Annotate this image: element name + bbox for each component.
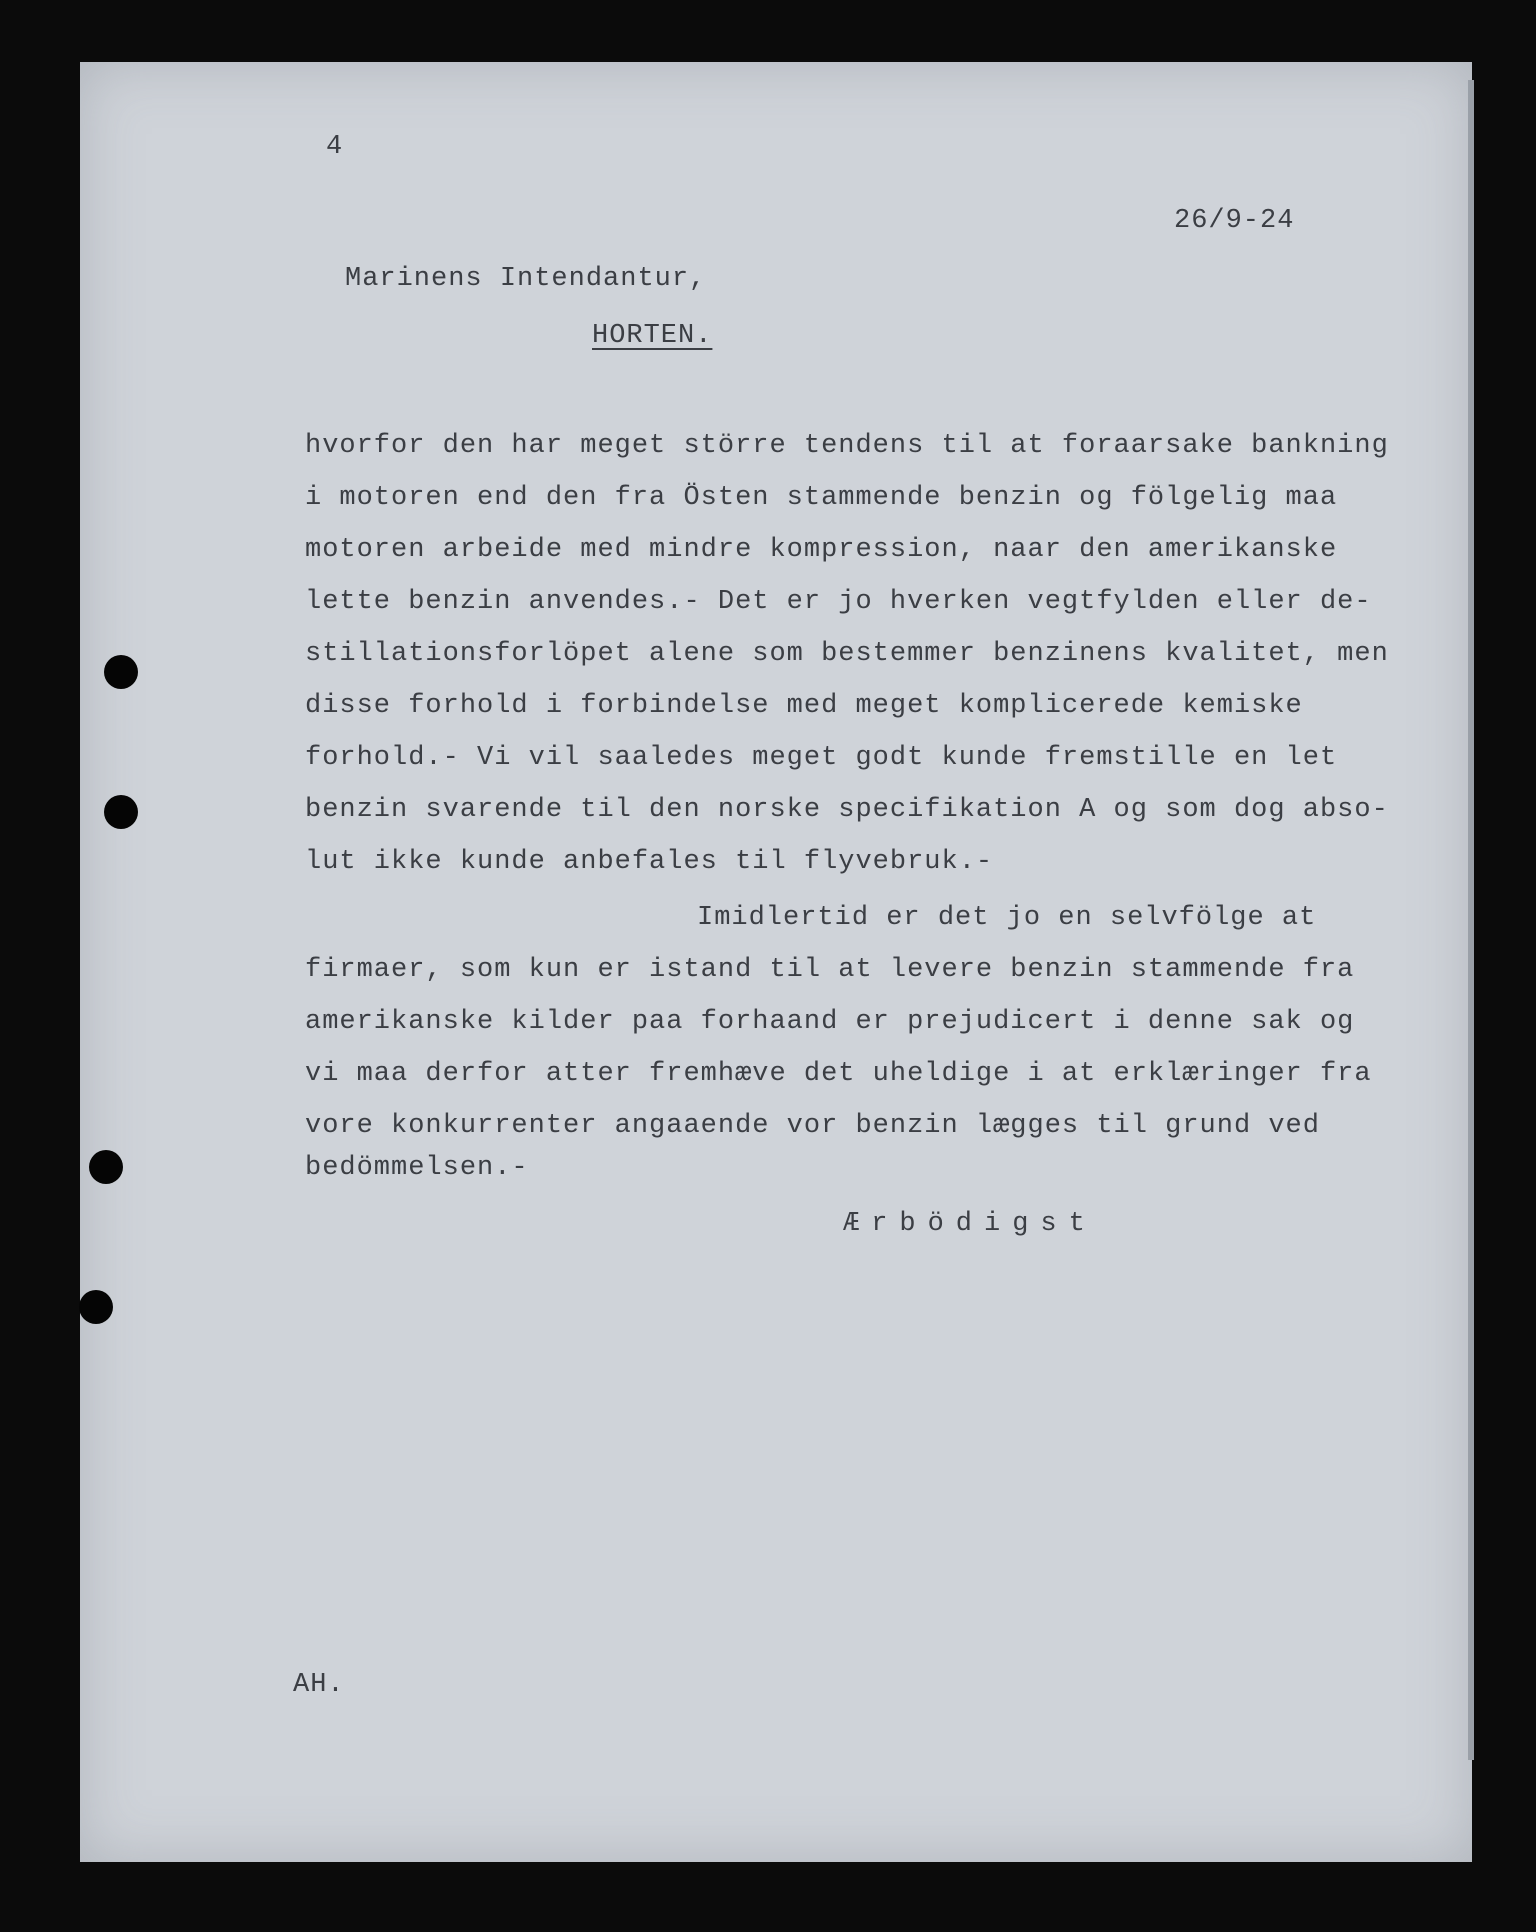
binder-hole [89, 1150, 123, 1184]
binder-hole [104, 655, 138, 689]
closing-salutation: Ærbödigst [843, 1209, 1097, 1239]
binder-hole [79, 1290, 113, 1324]
body-line: Imidlertid er det jo en selvfölge at [697, 903, 1317, 933]
body-line: vi maa derfor atter fremhæve det uheldige i at erklæringer fra [305, 1059, 1372, 1089]
body-line: forhold.- Vi vil saaledes meget godt kunde fremstille en let [305, 743, 1338, 773]
body-line: hvorfor den har meget större tendens til at foraarsake bankning [305, 431, 1389, 461]
body-line: disse forhold i forbindelse med meget komplicerede kemiske [305, 691, 1303, 721]
body-line: i motoren end den fra Östen stammende benzin og fölgelig maa [305, 483, 1338, 513]
page-edge [1468, 80, 1474, 1760]
binder-hole [104, 795, 138, 829]
body-line: lette benzin anvendes.- Det er jo hverken vegtfylden eller de- [305, 587, 1372, 617]
body-line: amerikanske kilder paa forhaand er prejudicert i denne sak og [305, 1007, 1355, 1037]
page-number: 4 [326, 132, 344, 162]
recipient-name: Marinens Intendantur, [345, 264, 707, 294]
body-line: stillationsforlöpet alene som bestemmer benzinens kvalitet, men [305, 639, 1389, 669]
body-line: lut ikke kunde anbefales til flyvebruk.- [305, 847, 994, 877]
body-line: firmaer, som kun er istand til at levere benzin stammende fra [305, 955, 1355, 985]
body-line: benzin svarende til den norske specifikation A og som dog abso- [305, 795, 1389, 825]
recipient-city: HORTEN. [592, 321, 713, 351]
body-line: bedömmelsen.- [305, 1153, 529, 1183]
body-line: vore konkurrenter angaaende vor benzin lægges til grund ved [305, 1111, 1320, 1141]
body-line: motoren arbeide med mindre kompression, naar den amerikanske [305, 535, 1338, 565]
author-initials: AH. [293, 1670, 345, 1700]
letter-date: 26/9-24 [1174, 206, 1295, 236]
